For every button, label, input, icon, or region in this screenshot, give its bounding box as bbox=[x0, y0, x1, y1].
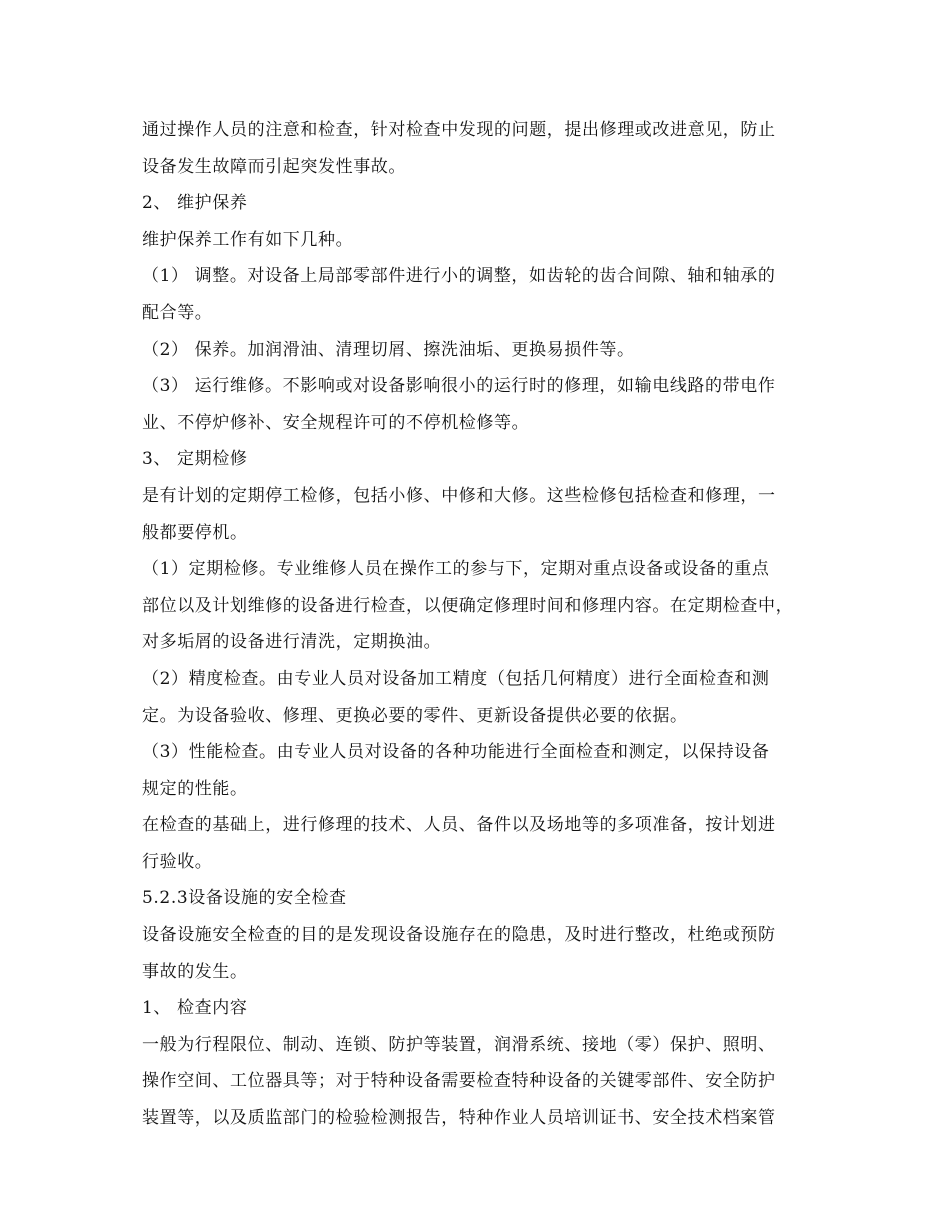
list-item: （2） 保养。加润滑油、清理切屑、擦洗油垢、更换易损件等。 bbox=[142, 339, 635, 360]
text-line: 事故的发生。 bbox=[142, 961, 248, 982]
text-line: 定。为设备验收、修理、更换必要的零件、更新设备提供必要的依据。 bbox=[142, 705, 688, 726]
text-line: 般都要停机。 bbox=[142, 522, 248, 543]
text-line: 一般为行程限位、制动、连锁、防护等装置，润滑系统、接地（零）保护、照明、 bbox=[142, 1034, 776, 1055]
text-line: 装置等，以及质监部门的检验检测报告，特种作业人员培训证书、安全技术档案管 bbox=[142, 1108, 776, 1129]
list-item: （3）性能检查。由专业人员对设备的各种功能进行全面检查和测定，以保持设备 bbox=[142, 742, 770, 763]
text-line: 业、不停炉修补、安全规程许可的不停机检修等。 bbox=[142, 412, 530, 433]
section-heading: 1、 检查内容 bbox=[142, 998, 248, 1019]
text-line: 维护保养工作有如下几种。 bbox=[142, 229, 354, 250]
text-line: 在检查的基础上，进行修理的技术、人员、备件以及场地等的多项准备，按计划进 bbox=[142, 815, 776, 836]
text-line: 行验收。 bbox=[142, 851, 213, 872]
list-item: （1） 调整。对设备上局部零部件进行小的调整，如齿轮的齿合间隙、轴和轴承的 bbox=[142, 266, 776, 287]
section-heading: 2、 维护保养 bbox=[142, 193, 248, 214]
text-line: 规定的性能。 bbox=[142, 778, 248, 799]
text-line: 设备设施安全检查的目的是发现设备设施存在的隐患，及时进行整改，杜绝或预防 bbox=[142, 925, 776, 946]
text-line: 操作空间、工位器具等；对于特种设备需要检查特种设备的关键零部件、安全防护 bbox=[142, 1071, 776, 1092]
list-item: （2）精度检查。由专业人员对设备加工精度（包括几何精度）进行全面检查和测 bbox=[142, 668, 770, 689]
text-line: 设备发生故障而引起突发性事故。 bbox=[142, 156, 406, 177]
text-line: 对多垢屑的设备进行清洗，定期换油。 bbox=[142, 632, 442, 653]
text-line: 是有计划的定期停工检修，包括小修、中修和大修。这些检修包括检查和修理，一 bbox=[142, 485, 776, 506]
text-line: 通过操作人员的注意和检查，针对检查中发现的问题，提出修理或改进意见，防止 bbox=[142, 120, 776, 140]
text-line: 配合等。 bbox=[142, 302, 213, 323]
list-item: （3） 运行维修。不影响或对设备影响很小的运行时的修理，如输电线路的带电作 bbox=[142, 376, 776, 397]
section-heading: 3、 定期检修 bbox=[142, 449, 248, 470]
list-item: （1）定期检修。专业维修人员在操作工的参与下，定期对重点设备或设备的重点 bbox=[142, 559, 770, 580]
document-body bbox=[142, 112, 822, 1137]
text-line: 部位以及计划维修的设备进行检查，以便确定修理时间和修理内容。在定期检查中， bbox=[142, 595, 794, 616]
section-heading: 5.2.3设备设施的安全检查 bbox=[142, 888, 347, 909]
